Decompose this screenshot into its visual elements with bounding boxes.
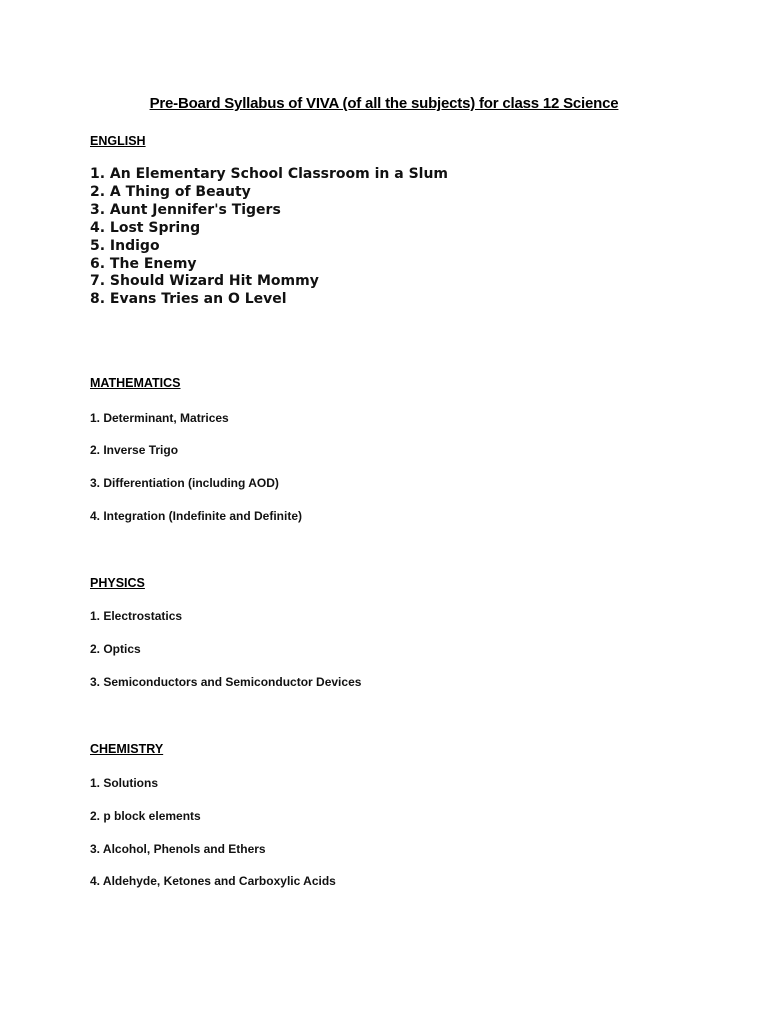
- mathematics-item: 3. Differentiation (including AOD): [90, 476, 279, 490]
- mathematics-heading: MATHEMATICS: [90, 376, 181, 390]
- physics-item: 1. Electrostatics: [90, 609, 183, 623]
- english-item: 2. A Thing of Beauty: [90, 183, 251, 200]
- english-item: 6. The Enemy: [90, 255, 197, 272]
- mathematics-item: 4. Integration (Indefinite and Definite): [90, 509, 303, 523]
- chemistry-item: 1. Solutions: [90, 776, 159, 790]
- english-item: 1. An Elementary School Classroom in a Slum: [90, 166, 449, 182]
- english-list: [90, 166, 448, 309]
- document-title: Pre-Board Syllabus of VIVA (of all the subjects) for class 12 Science: [149, 95, 619, 112]
- english-item: 7. Should Wizard Hit Mommy: [90, 273, 319, 290]
- english-item: 3. Aunt Jennifer's Tigers: [90, 201, 281, 218]
- mathematics-item: 2. Inverse Trigo: [90, 443, 179, 457]
- english-item: 8. Evans Tries an O Level: [90, 291, 287, 308]
- physics-item: 2. Optics: [90, 642, 141, 656]
- chemistry-item: 4. Aldehyde, Ketones and Carboxylic Acids: [90, 874, 336, 888]
- chemistry-heading: CHEMISTRY: [90, 742, 164, 756]
- physics-heading: PHYSICS: [90, 576, 145, 590]
- physics-item: 3. Semiconductors and Semiconductor Devices: [90, 675, 362, 689]
- english-heading: ENGLISH: [90, 134, 146, 148]
- english-item: 4. Lost Spring: [90, 219, 201, 236]
- english-item: 5. Indigo: [90, 237, 160, 254]
- chemistry-item: 2. p block elements: [90, 809, 201, 823]
- mathematics-item: 1. Determinant, Matrices: [90, 411, 229, 425]
- chemistry-item: 3. Alcohol, Phenols and Ethers: [90, 842, 266, 856]
